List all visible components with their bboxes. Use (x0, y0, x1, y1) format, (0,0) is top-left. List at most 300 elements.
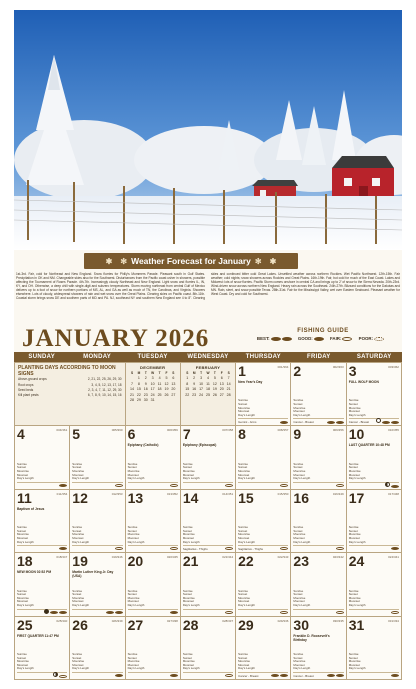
day-number: 24 (348, 553, 365, 570)
mini-day: 31 (150, 398, 155, 403)
mini-day (163, 398, 170, 403)
sun-moon-times: Sunrise Sunset Moonrise Moonset Day's Length (293, 652, 311, 671)
mini-day: 18 (205, 387, 210, 392)
sun-moon-times: Sunrise Sunset Moonrise Moonset Day's Length (238, 398, 255, 417)
fish-icon (382, 421, 390, 424)
month-title: JANUARY 2026 (22, 325, 210, 352)
day-number: 20 (127, 553, 144, 570)
mini-day: 19 (164, 387, 169, 392)
mini-day: 12 (164, 381, 169, 386)
mini-day: 6 (172, 376, 175, 381)
fish-icon (170, 547, 178, 550)
day-event: FULL WOLF MOON (348, 380, 379, 384)
zodiac-row (349, 609, 399, 615)
fish-icon (115, 674, 123, 677)
sun-moon-times: Sunrise Sunset Moonrise Moonset Day's Length (127, 461, 145, 481)
fish-icon (280, 674, 288, 677)
sun-moon-times: Sunrise Sunset Moonrise Moonset Day's Length (348, 652, 366, 671)
zodiac-row (349, 545, 399, 551)
day-of-year: 001/364 (277, 365, 289, 369)
fish-icon (225, 674, 233, 677)
sun-moon-times: Sunrise Sunset Moonrise Moonset Day's Length (72, 652, 90, 671)
fish-icon (391, 547, 399, 550)
fish-icon (336, 611, 344, 614)
snowflake-icon: ✱ (269, 257, 277, 266)
mini-day: 24 (150, 392, 155, 397)
mini-day: 24 (199, 392, 204, 397)
mini-day: 25 (205, 392, 210, 397)
zodiac-row (293, 418, 343, 424)
zodiac-row (183, 672, 233, 678)
fish-icon (280, 421, 288, 424)
sun-moon-times: Sunrise Sunset Moonrise Moonset Day's Length (238, 461, 255, 481)
mini-day: 8 (186, 381, 189, 386)
zodiac-sign: Sagittarius - Thighs (182, 546, 208, 551)
day-of-year: 029/336 (277, 618, 289, 623)
zodiac-row (293, 609, 343, 615)
fishing-poor-label: POOR: (358, 336, 374, 341)
planting-title: PLANTING DAYS ACCORDING TO MOON SIGNS (18, 365, 116, 377)
day-number: 11 (17, 489, 32, 506)
zodiac-row (72, 672, 122, 678)
day-of-year: 006/359 (166, 428, 178, 433)
sun-moon-times: Sunrise Sunset Moonrise Moonset Day's Length (293, 525, 311, 544)
planting-row: Seed beds 2, 3, 4, 7, 11, 12, 29, 30 (18, 388, 122, 392)
mini-weekday: F (165, 371, 168, 375)
day-number: 17 (348, 489, 365, 506)
mini-day: 14 (130, 387, 134, 392)
day-number: 7 (182, 426, 191, 443)
day-of-year: 012/353 (111, 491, 123, 496)
mini-weekday: W (151, 371, 155, 375)
sun-moon-times: Sunrise Sunset Moonrise Moonset Day's Length (238, 588, 255, 607)
sun-moon-times: Sunrise Sunset Moonrise Moonset Day's Length (182, 525, 200, 544)
day-number: 31 (348, 616, 365, 633)
mini-calendar-december (126, 363, 181, 426)
day-event: Baptism of Jesus (17, 506, 45, 511)
zodiac-row (183, 609, 233, 615)
day-number: 16 (293, 489, 309, 506)
day-cell[interactable] (236, 617, 291, 680)
mini-weekday: S (130, 371, 134, 375)
fish-icon (271, 674, 279, 677)
mini-day: 3 (151, 376, 154, 381)
day-cell[interactable] (70, 426, 125, 489)
mini-day: 17 (150, 387, 155, 392)
zodiac-sign: Sagittarius - Thighs (238, 546, 263, 551)
weekday-label: SATURDAY (356, 354, 392, 360)
mini-day: 23 (143, 392, 148, 397)
day-number: 28 (182, 616, 199, 633)
day-cell[interactable] (291, 553, 346, 616)
fish-icon (280, 611, 288, 614)
day-number: 6 (127, 426, 136, 443)
fish-icon (115, 611, 123, 614)
day-of-year: 031/334 (388, 618, 399, 623)
weekday-label: MONDAY (83, 354, 112, 360)
zodiac-sign: Cancer - Breast (293, 673, 314, 678)
mini-day: 18 (157, 387, 162, 392)
day-number: 29 (238, 616, 254, 633)
zodiac-sign: Cancer - Breast (238, 673, 259, 678)
fish-icon (225, 484, 233, 487)
snowflake-icon: ✱ (105, 257, 113, 266)
fishing-guide-legend (246, 336, 400, 341)
mini-day: 15 (136, 387, 141, 392)
day-cell[interactable] (347, 553, 402, 616)
fishing-fair-label: FAIR: (329, 336, 342, 341)
zodiac-row (293, 672, 343, 678)
day-number: 1 (238, 363, 246, 379)
zodiac-row (72, 545, 122, 551)
zodiac-row (72, 482, 122, 488)
zodiac-row (183, 545, 233, 551)
day-number: 12 (72, 489, 88, 506)
fish-icon (342, 337, 352, 341)
mini-day: 10 (199, 381, 204, 386)
mini-day: 16 (143, 387, 148, 392)
day-of-year: 009/356 (332, 428, 344, 433)
fish-icon (391, 674, 399, 677)
fish-icon (170, 484, 178, 487)
fish-icon (282, 337, 292, 341)
mini-day: 30 (143, 398, 148, 403)
mini-weekday: W (206, 371, 210, 375)
zodiac-row (72, 609, 122, 615)
fish-icon (280, 484, 288, 487)
mini-day: 27 (171, 392, 176, 397)
moon-phase-icon (376, 418, 381, 423)
banner-title: Weather Forecast for January (131, 256, 251, 266)
day-cell[interactable] (236, 553, 291, 616)
mini-day: 12 (212, 381, 217, 386)
fish-icon (374, 337, 384, 341)
day-of-year: 021/344 (222, 555, 234, 560)
sun-moon-times: Sunrise Sunset Moonrise Moonset Day's Length (182, 588, 200, 607)
zodiac-row (293, 545, 343, 551)
fish-icon (170, 611, 178, 614)
mini-day: 14 (226, 381, 231, 386)
day-of-year: 011/354 (56, 491, 68, 496)
mini-day: 1 (137, 376, 140, 381)
day-cell[interactable] (126, 426, 181, 489)
day-cell[interactable] (347, 490, 402, 553)
snowflake-icon: ✻ (120, 257, 128, 266)
zodiac-sign: Cancer - Breast (293, 419, 314, 424)
day-cell[interactable] (126, 617, 181, 680)
day-cell[interactable] (181, 553, 236, 616)
mini-day: 20 (171, 387, 176, 392)
mini-weekday: T (200, 371, 203, 375)
mini-weekday: S (227, 371, 230, 375)
day-number: 23 (293, 553, 309, 570)
mini-day: 29 (136, 398, 141, 403)
sun-moon-times: Sunrise Sunset Moonrise Moonset Day's Length (348, 588, 366, 607)
calendar-page (14, 10, 402, 680)
day-of-year: 018/347 (56, 555, 68, 560)
mini-day: 15 (185, 387, 190, 392)
zodiac-row (17, 482, 67, 488)
day-cell[interactable] (126, 490, 181, 553)
mini-weekday: S (172, 371, 175, 375)
sun-moon-times: Sunrise Sunset Moonrise Moonset Day's Length (182, 461, 200, 481)
mini-day: 6 (220, 376, 223, 381)
planting-row: Root crops 3, 4, 5, 12, 13, 17, 18 (18, 382, 122, 387)
zodiac-row (349, 482, 399, 488)
day-of-year: 015/350 (277, 491, 289, 496)
planting-row: Above-ground crops 2, 21, 22, 25, 26, 29, 30 (18, 377, 122, 382)
mini-calendar-title: FEBRUARY (195, 365, 221, 370)
mini-day: 1 (186, 376, 189, 381)
day-of-year: 026/339 (111, 618, 123, 623)
day-cell[interactable] (291, 490, 346, 553)
day-event: Franklin D. Roosevelt's Birthday (293, 633, 330, 642)
mini-day: 28 (130, 398, 134, 403)
zodiac-row (17, 545, 67, 551)
day-event: Martin Luther King Jr. Day (USA) (72, 570, 114, 579)
sun-moon-times: Sunrise Sunset Moonrise Moonset Day's Length (17, 588, 34, 607)
calendar-grid (14, 362, 402, 680)
zodiac-row (128, 482, 178, 488)
day-number: 26 (72, 616, 88, 633)
weather-forecast-banner (84, 253, 298, 269)
zodiac-row (238, 609, 288, 615)
fish-icon (336, 547, 344, 550)
day-of-year: 022/343 (277, 555, 289, 560)
mini-day: 13 (171, 381, 176, 386)
winter-farm-photo (14, 10, 402, 250)
day-event: LAST QUARTER 10:48 PM (348, 443, 390, 448)
mini-day: 5 (213, 376, 216, 381)
day-number: 2 (293, 363, 302, 379)
day-cell[interactable] (347, 617, 402, 680)
day-number: 18 (17, 553, 33, 570)
sun-moon-times: Sunrise Sunset Moonrise Moonset Day's Length (348, 525, 366, 544)
zodiac-row (238, 545, 288, 551)
fish-icon (50, 611, 58, 614)
mini-day: 20 (219, 387, 224, 392)
day-of-year: 019/346 (111, 555, 123, 560)
day-cell[interactable] (291, 363, 346, 426)
mini-day: 11 (206, 381, 210, 386)
sun-moon-times: Sunrise Sunset Moonrise Moonset Day's Length (72, 588, 90, 607)
day-of-year: 017/348 (388, 491, 399, 496)
day-number: 3 (348, 363, 357, 379)
sun-moon-times: Sunrise Sunset Moonrise Moonset Day's Length (127, 652, 145, 671)
mini-day: 26 (164, 392, 169, 397)
day-cell[interactable] (347, 426, 402, 489)
day-number: 13 (127, 489, 144, 506)
day-number: 10 (348, 426, 365, 443)
day-number: 5 (72, 426, 81, 443)
day-cell[interactable] (126, 553, 181, 616)
day-number: 4 (17, 426, 25, 443)
mini-day: 9 (144, 381, 147, 386)
mini-day: 3 (200, 376, 203, 381)
fish-icon (225, 547, 233, 550)
mini-day: 19 (212, 387, 217, 392)
day-event: FIRST QUARTER 11:47 PM (17, 633, 59, 638)
sun-moon-times: Sunrise Sunset Moonrise Moonset Day's Length (17, 525, 34, 544)
fish-icon (391, 421, 399, 424)
day-number: 22 (238, 553, 254, 570)
fish-icon (327, 421, 335, 424)
mini-day: 13 (219, 381, 224, 386)
day-cell[interactable] (236, 426, 291, 489)
mini-day: 17 (199, 387, 204, 392)
fish-icon (170, 674, 178, 677)
planting-row: Kill plant pests 6, 7, 8, 9, 10, 14, 15, 16 (18, 393, 122, 398)
day-number: 27 (127, 616, 144, 633)
day-of-year: 010/355 (388, 428, 399, 433)
mini-day: 21 (130, 392, 134, 397)
day-cell[interactable] (347, 363, 402, 426)
day-cell[interactable] (15, 553, 70, 616)
mini-day: 28 (226, 392, 231, 397)
mini-day: 22 (136, 392, 141, 397)
day-cell[interactable] (70, 553, 125, 616)
day-of-year: 005/360 (111, 428, 123, 433)
fish-icon (271, 337, 281, 341)
mini-day (170, 398, 177, 403)
day-of-year: 024/341 (388, 555, 399, 560)
weekday-label: TUESDAY (137, 354, 168, 360)
mini-day: 16 (192, 387, 197, 392)
day-number: 8 (238, 426, 246, 443)
mini-day: 5 (165, 376, 168, 381)
fish-icon (314, 337, 324, 341)
fish-icon (391, 485, 399, 488)
fish-icon (280, 547, 288, 550)
sun-moon-times: Sunrise Sunset Moonrise Moonset Day's Length (293, 461, 311, 481)
sun-moon-times: Sunrise Sunset Moonrise Moonset Day's Length (72, 525, 90, 544)
day-cell[interactable] (70, 490, 125, 553)
mini-weekday: M (192, 371, 196, 375)
mini-day: 2 (144, 376, 147, 381)
fish-icon (225, 611, 233, 614)
mini-day: 27 (219, 392, 224, 397)
fishing-best-label: BEST: (256, 336, 270, 341)
fish-icon (327, 674, 335, 677)
zodiac-row (128, 672, 178, 678)
day-cell[interactable] (15, 490, 70, 553)
snowflake-icon: ✻ (254, 257, 262, 266)
fishing-guide (246, 328, 400, 341)
mini-day: 7 (131, 381, 133, 386)
mini-day: 25 (157, 392, 162, 397)
weekday-label: FRIDAY (307, 354, 331, 360)
day-event: New Year's Day (238, 380, 263, 384)
day-number: 25 (17, 616, 33, 633)
mini-day (156, 398, 163, 403)
sun-moon-times: Sunrise Sunset Moonrise Moonset Day's Length (293, 588, 311, 607)
day-of-year: 020/345 (166, 555, 178, 560)
zodiac-row (238, 418, 288, 424)
mini-day: 21 (226, 387, 231, 392)
mini-day: 8 (137, 381, 140, 386)
fish-icon (59, 675, 67, 678)
zodiac-row (349, 418, 399, 424)
mini-calendar-title: DECEMBER (140, 365, 166, 370)
day-of-year: 002/363 (332, 365, 344, 369)
day-of-year: 025/340 (56, 618, 68, 623)
fish-icon (336, 421, 344, 424)
sun-moon-times: Sunrise Sunset Moonrise Moonset Day's Length (293, 398, 311, 417)
mini-weekday: T (144, 371, 147, 375)
zodiac-row (293, 482, 343, 488)
day-cell[interactable] (181, 617, 236, 680)
day-of-year: 027/338 (166, 618, 178, 623)
mini-day: 26 (212, 392, 217, 397)
day-cell[interactable] (15, 426, 70, 489)
weather-forecast-text: 1st-3rd. Fair, cold for Northeast and New England. Snow flurries for Philly's Mummers Parade. Pleasant south in Gulf States. Precipitation in OK and NM. Changeable skies also for the Southwest. Disturbances from the Pacific coast usher in showers, possible affecting the Tournament of Roses Parade. 4th-7th. Increasingly cloudy Northeast and New England. Light snow and flurries IL, IN, KY, and OH. Otherwise, a deep chill with single-digit and subzero temperatures. Storm moving northeast from central Gulf of Mexico delivers up to a foot of snow for northern portions of MS, AL, and GA as well as much of TN, the Carolinas, and Virginia. Showers elsewhere. Lots of cloudy, widespread showers of rain and wet snow over the Great Plains. Clearing skies on Pacific coast. 8th-11th. Coastal storm brings snow DE and southern parts of MD and PA. NJ, southeast NY and southern New England see 4 to 8". Clearing skies and continued bitter cold Great Lakes. Unsettled weather across northern Rockies. Wet Pacific Northwest. 12th-15th. Fair weather; cold nights; snow showers across Rockies and Great Plains. 16th-19th. Fair, but cold for much of the East Coast. Lakes and Midwest: lots of snow flurries. Pacific Storm comes onshore in central CA and brings up to 2' of snow to the Sierra Nevada. 20th-23rd. Wind-driven snow across northern New England. Heavy rain across the Southeast. 24th-27th. Blizzard conditions for the Dakotas and MN. Rain, sleet, and snow possible Texas. 28th-31st. Fair for the Mississippi Valley, wet over Eastern Seaboard. Pleasant weather for West Coast. Dry and cold for Southwest. (16, 272, 400, 301)
sun-moon-times: Sunrise Sunset Moonrise Moonset Day's Length (72, 461, 90, 481)
fish-icon (391, 611, 399, 614)
mini-day: 22 (185, 392, 190, 397)
weekday-label: SUNDAY (28, 354, 55, 360)
sun-moon-times: Sunrise Sunset Moonrise Moonset Day's Length (127, 588, 145, 607)
fishing-good-label: GOOD: (297, 336, 313, 341)
mini-weekday: S (186, 371, 189, 375)
fish-icon (115, 484, 123, 487)
fish-icon (336, 484, 344, 487)
day-of-year: 008/357 (277, 428, 289, 433)
day-cell[interactable] (181, 426, 236, 489)
mini-day: 2 (193, 376, 196, 381)
day-of-year: 007/358 (222, 428, 234, 433)
zodiac-row (128, 545, 178, 551)
sun-moon-times: Sunrise Sunset Moonrise Moonset Day's Length (17, 461, 34, 481)
day-of-year: 023/342 (332, 555, 344, 560)
mini-day: 9 (193, 381, 196, 386)
day-of-year: 014/351 (222, 491, 234, 496)
day-of-year: 016/349 (332, 491, 344, 496)
day-number: 14 (182, 489, 199, 506)
fishing-guide-title: FISHING GUIDE (297, 328, 349, 334)
day-event: NEW MOON 02:52 PM (17, 570, 52, 575)
zodiac-row (238, 672, 288, 678)
zodiac-row (17, 672, 67, 678)
fish-icon (115, 547, 123, 550)
sun-moon-times: Sunrise Sunset Moonrise Moonset Day's Length (348, 461, 366, 481)
day-cell[interactable] (181, 490, 236, 553)
mini-day: 10 (150, 381, 155, 386)
zodiac-row (183, 482, 233, 488)
day-event: Epiphany (Episcopal) (182, 443, 217, 448)
mini-weekday: T (158, 371, 161, 375)
day-number: 21 (182, 553, 199, 570)
mini-calendar-february (181, 363, 236, 426)
weekday-header (14, 352, 402, 362)
day-cell[interactable] (70, 617, 125, 680)
day-of-year: 003/362 (388, 365, 399, 369)
day-cell[interactable] (15, 617, 70, 680)
zodiac-sign: Cancer - Breast (348, 419, 369, 424)
day-cell[interactable] (291, 426, 346, 489)
mini-day: 23 (192, 392, 197, 397)
day-event: Epiphany (Catholic) (127, 443, 159, 448)
day-cell[interactable] (291, 617, 346, 680)
sun-moon-times: Sunrise Sunset Moonrise Moonset Day's Length (348, 398, 366, 417)
fish-icon (106, 611, 114, 614)
day-cell[interactable] (236, 490, 291, 553)
sun-moon-times: Sunrise Sunset Moonrise Moonset Day's Length (17, 652, 34, 671)
day-cell[interactable] (236, 363, 291, 426)
sun-moon-times: Sunrise Sunset Moonrise Moonset Day's Length (182, 652, 200, 671)
fish-icon (336, 674, 344, 677)
sun-moon-times: Sunrise Sunset Moonrise Moonset Day's Length (238, 525, 255, 544)
sun-moon-times: Sunrise Sunset Moonrise Moonset Day's Length (127, 525, 145, 544)
